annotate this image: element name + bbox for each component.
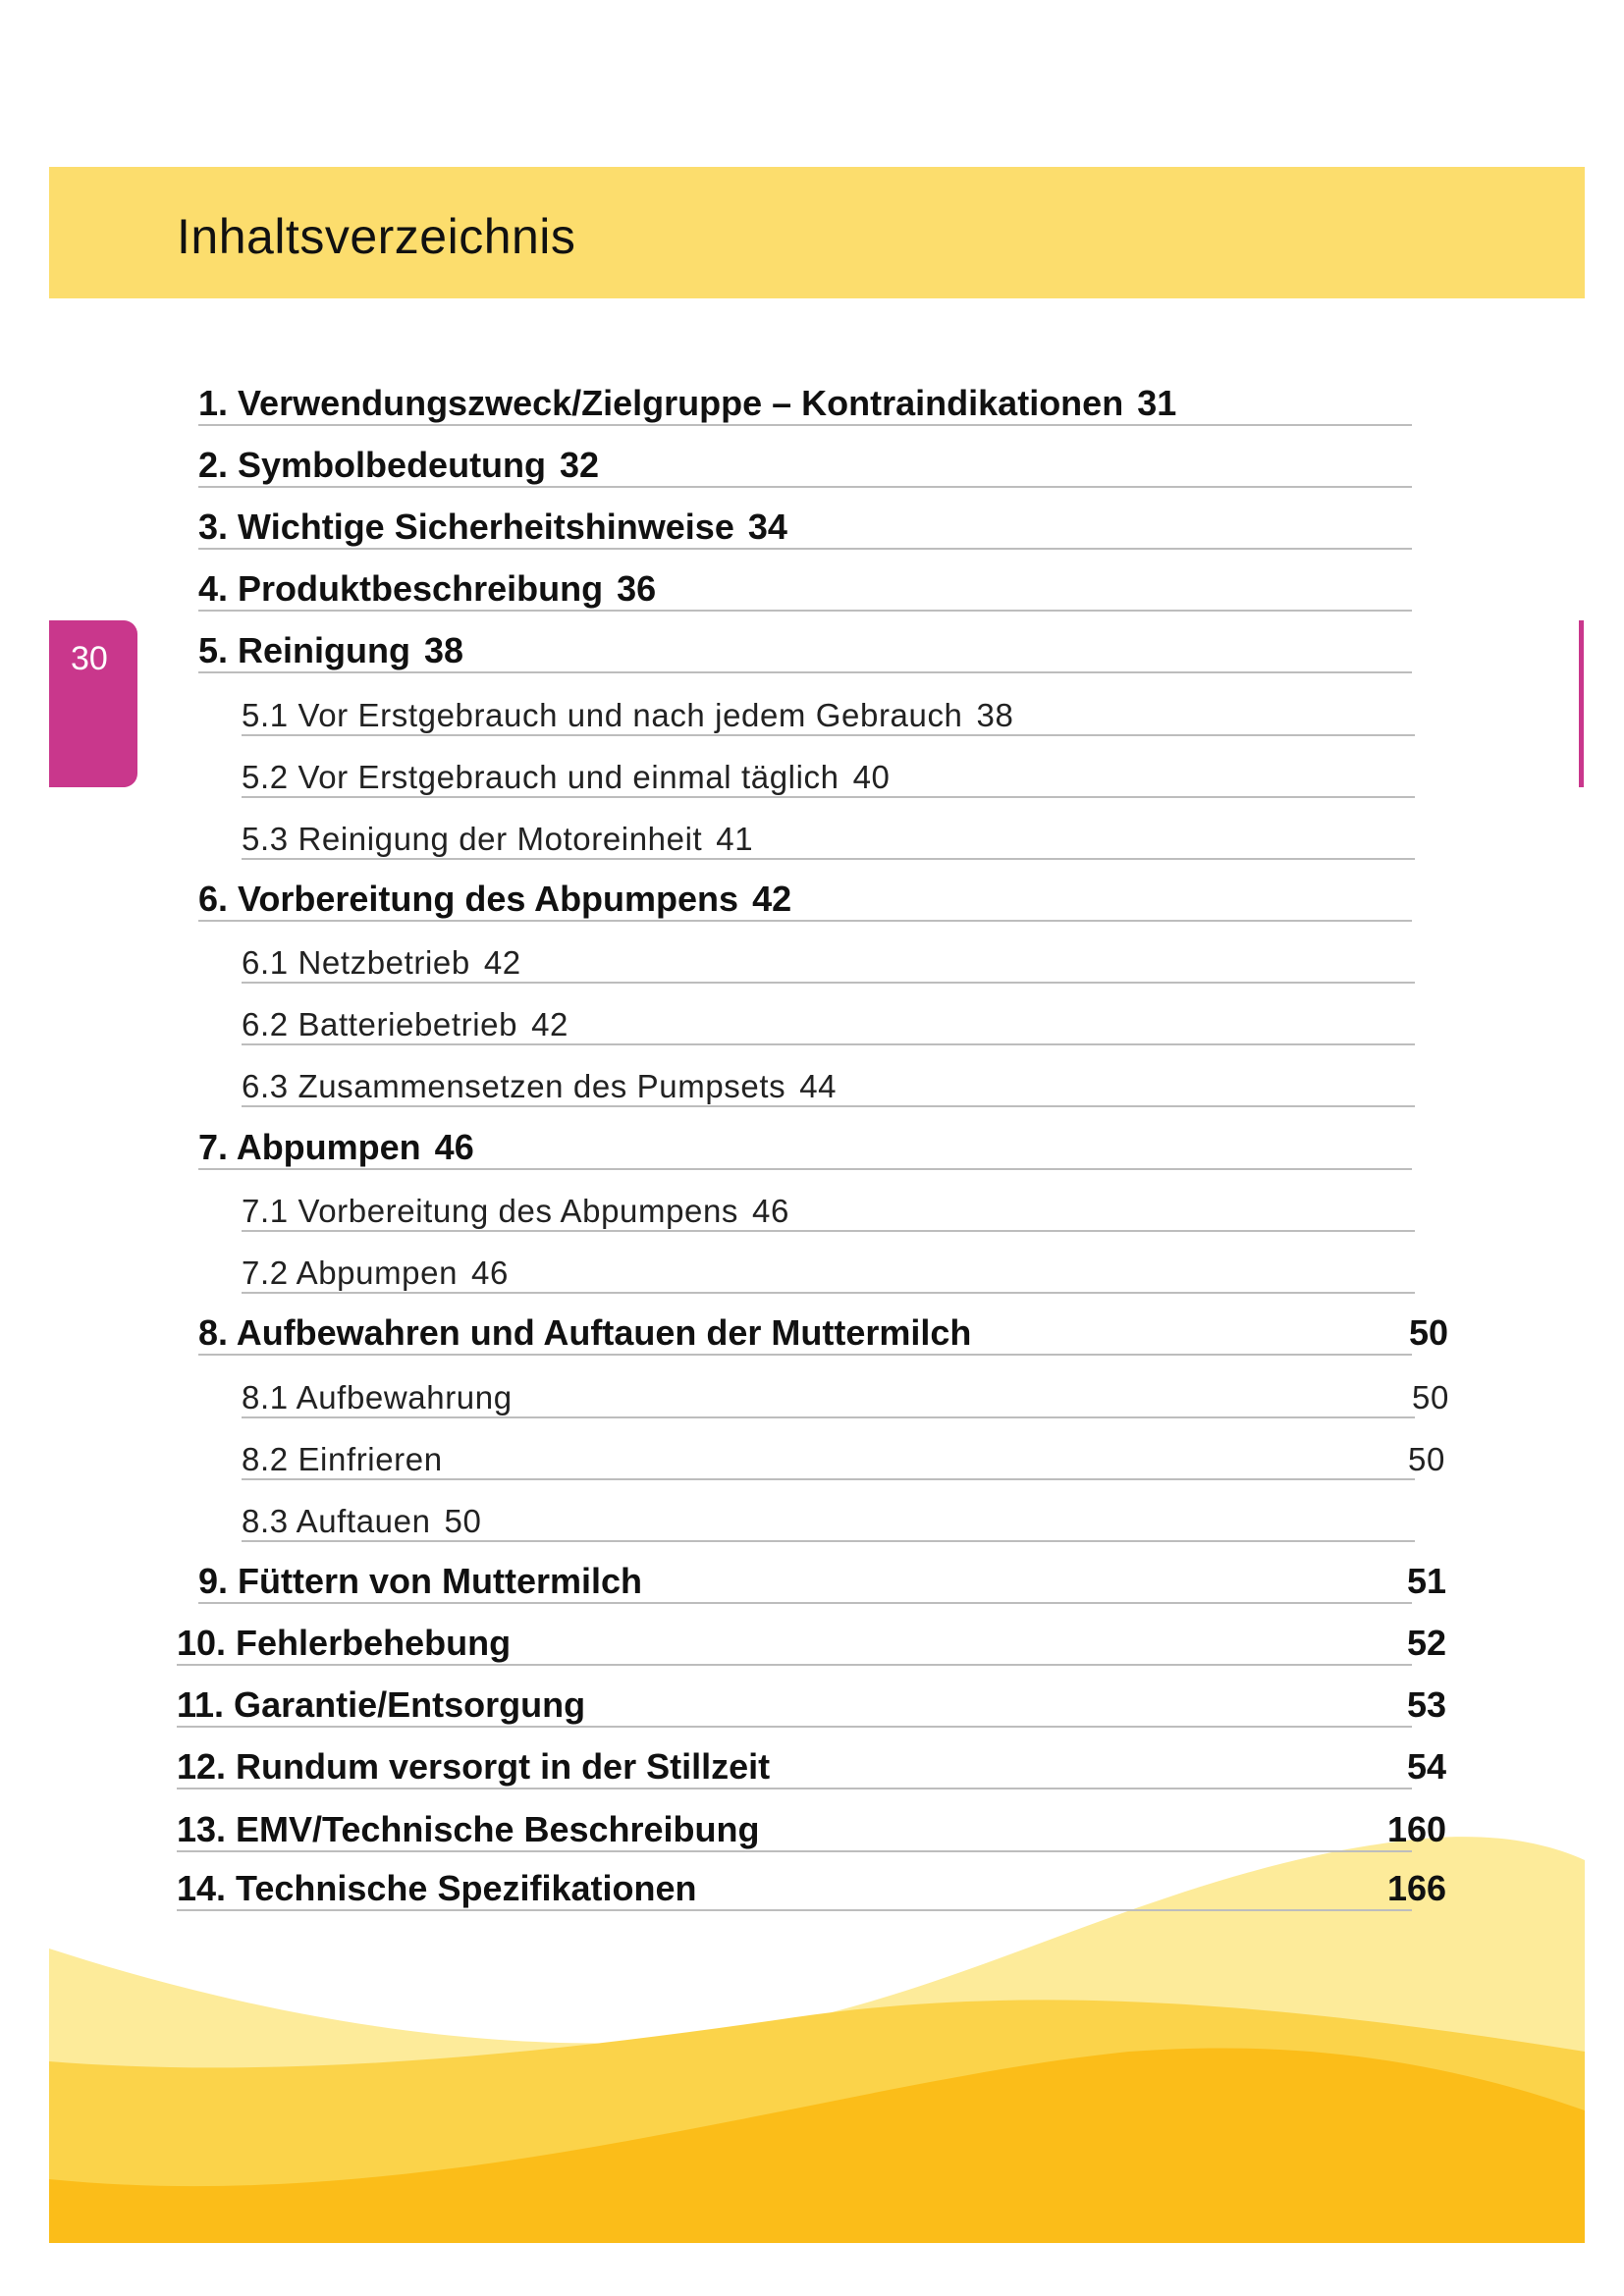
toc-entry-7-1[interactable]	[242, 1189, 1415, 1232]
toc-entry-2[interactable]	[198, 445, 1412, 488]
toc-entry-13[interactable]	[177, 1809, 1447, 1852]
toc-entry-page: 44	[799, 1068, 838, 1104]
toc-entry-page: 50	[1412, 1379, 1449, 1415]
toc-entry-5-2[interactable]	[242, 755, 1415, 798]
leader-line	[242, 1416, 1415, 1418]
toc-entry-page: 38	[976, 697, 1014, 733]
toc-entry-page: 32	[560, 445, 600, 485]
toc-entry-label: 9. Füttern von Muttermilch	[198, 1561, 646, 1602]
toc-entry-8-2[interactable]	[242, 1437, 1445, 1480]
toc-entry-9[interactable]	[198, 1561, 1447, 1604]
toc-entry-label: 5.1 Vor Erstgebrauch und nach jedem Gebrauch	[242, 697, 963, 733]
toc-entry-label: 1. Verwendungszweck/Zielgruppe – Kontraindikationen	[198, 383, 1124, 423]
leader-line	[198, 486, 1412, 488]
toc-entry-page: 42	[531, 1006, 568, 1042]
toc-entry-label: 11. Garantie/Entsorgung	[177, 1684, 589, 1726]
toc-entry-6-1[interactable]	[242, 940, 1415, 984]
toc-entry-page: 50	[1409, 1312, 1449, 1353]
toc-entry-label: 8.1 Aufbewahrung	[242, 1379, 516, 1416]
leader-line	[242, 1043, 1415, 1045]
toc-entry-page: 51	[1407, 1561, 1447, 1601]
page-number: 30	[71, 640, 108, 677]
leader-line	[242, 1292, 1415, 1294]
toc-entry-page: 52	[1407, 1623, 1447, 1663]
toc-entry-page: 34	[747, 507, 787, 547]
leader-line	[242, 1478, 1415, 1480]
toc-entry-label: 13. EMV/Technische Beschreibung	[177, 1809, 764, 1850]
toc-entry-8-1[interactable]	[242, 1375, 1449, 1418]
toc-entry-page: 46	[752, 1193, 789, 1229]
toc-entry-5[interactable]	[198, 630, 1412, 673]
toc-entry-12[interactable]	[177, 1746, 1447, 1789]
toc-entry-page: 50	[444, 1503, 482, 1539]
leader-line	[198, 1354, 1412, 1356]
toc-entry-label: 2. Symbolbedeutung	[198, 445, 547, 485]
toc-entry-6-3[interactable]	[242, 1064, 1415, 1107]
toc-entry-page: 54	[1407, 1746, 1447, 1787]
toc-entry-4[interactable]	[198, 568, 1412, 612]
toc-entry-label: 6. Vorbereitung des Abpumpens	[198, 879, 739, 919]
toc-entry-7[interactable]	[198, 1127, 1412, 1170]
leader-line	[242, 734, 1415, 736]
toc-entry-5-1[interactable]	[242, 693, 1415, 736]
leader-line	[242, 1230, 1415, 1232]
leader-line	[242, 1105, 1415, 1107]
toc-entry-label: 6.2 Batteriebetrieb	[242, 1006, 518, 1042]
toc-entry-label: 6.3 Zusammensetzen des Pumpsets	[242, 1068, 786, 1104]
toc-entry-label: 5.3 Reinigung der Motoreinheit	[242, 821, 703, 857]
page-title: Inhaltsverzeichnis	[177, 209, 576, 264]
toc-entry-6[interactable]	[198, 879, 1412, 922]
toc-entry-label: 5.2 Vor Erstgebrauch und einmal täglich	[242, 759, 839, 795]
toc-entry-10[interactable]	[177, 1623, 1447, 1666]
toc-entry-label: 5. Reinigung	[198, 630, 410, 670]
toc-entry-label: 14. Technische Spezifikationen	[177, 1868, 701, 1909]
toc-entry-page: 53	[1407, 1684, 1447, 1725]
toc-entry-1[interactable]	[198, 383, 1412, 426]
toc-entry-label: 8. Aufbewahren und Auftauen der Muttermilch	[198, 1312, 975, 1354]
toc-entry-label: 8.2 Einfrieren	[242, 1441, 447, 1478]
toc-entry-label: 4. Produktbeschreibung	[198, 568, 604, 609]
leader-line	[198, 1602, 1412, 1604]
toc-entry-label: 8.3 Auftauen	[242, 1503, 431, 1539]
leader-line	[177, 1788, 1412, 1789]
toc-entry-page: 31	[1137, 383, 1177, 423]
toc-entry-label: 7.1 Vorbereitung des Abpumpens	[242, 1193, 739, 1229]
toc-entry-page: 46	[434, 1127, 474, 1167]
toc-entry-page: 40	[852, 759, 891, 795]
toc-entry-label: 7. Abpumpen	[198, 1127, 421, 1167]
toc-entry-6-2[interactable]	[242, 1002, 1415, 1045]
toc-entry-label: 6.1 Netzbetrieb	[242, 944, 470, 981]
toc-entry-label: 12. Rundum versorgt in der Stillzeit	[177, 1746, 774, 1788]
leader-line	[177, 1664, 1412, 1666]
toc-entry-14[interactable]	[177, 1868, 1447, 1911]
toc-entry-8-3[interactable]	[242, 1499, 1415, 1542]
toc-entry-page: 42	[483, 944, 521, 981]
leader-line	[198, 671, 1412, 673]
leader-line	[198, 424, 1412, 426]
toc-entry-label: 10. Fehlerbehebung	[177, 1623, 514, 1664]
leader-line	[177, 1909, 1412, 1911]
leader-line	[177, 1726, 1412, 1728]
leader-line	[198, 548, 1412, 550]
toc-entry-page: 42	[752, 879, 792, 919]
toc-entry-5-3[interactable]	[242, 817, 1415, 860]
leader-line	[242, 982, 1415, 984]
toc-entry-8[interactable]	[198, 1312, 1449, 1356]
toc-entry-3[interactable]	[198, 507, 1412, 550]
leader-line	[198, 610, 1412, 612]
toc-entry-page: 50	[1408, 1441, 1445, 1477]
toc-entry-page: 160	[1387, 1809, 1447, 1849]
leader-line	[242, 1540, 1415, 1542]
toc-entry-7-2[interactable]	[242, 1251, 1415, 1294]
toc-entry-page: 41	[716, 821, 754, 857]
leader-line	[198, 1168, 1412, 1170]
toc-entry-label: 3. Wichtige Sicherheitshinweise	[198, 507, 734, 547]
toc-entry-page: 36	[617, 568, 657, 609]
toc-entry-11[interactable]	[177, 1684, 1447, 1728]
toc-entry-label: 7.2 Abpumpen	[242, 1255, 459, 1291]
leader-line	[242, 858, 1415, 860]
leader-line	[177, 1850, 1412, 1852]
leader-line	[198, 920, 1412, 922]
leader-line	[242, 796, 1415, 798]
toc-entry-page: 38	[424, 630, 464, 670]
toc-entry-page: 166	[1387, 1868, 1447, 1908]
toc-entry-page: 46	[471, 1255, 509, 1291]
